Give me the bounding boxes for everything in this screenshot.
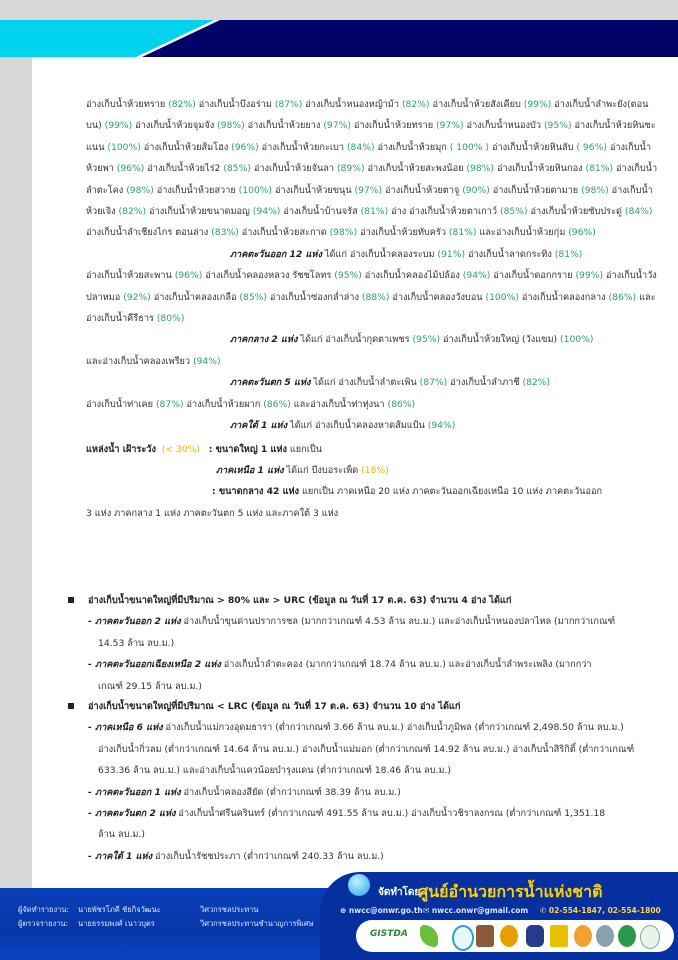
reservoir-percent: (92%)	[123, 291, 151, 303]
reservoir-name: อ่างเก็บน้ำห้วยหินซะแนน	[86, 120, 656, 153]
reservoir-percent: (97%)	[354, 184, 383, 196]
urc-ne-text2: เกณฑ์ 29.15 ล้าน ลบ.ม.)	[98, 680, 202, 692]
region-label: - ภาคใต้ 1 แห่ง	[88, 850, 153, 862]
region-label: ภาคใต้ 1 แห่ง	[230, 420, 288, 432]
reservoir-name: อ่างเก็บน้ำห้วยพา	[86, 141, 651, 175]
reservoir-name: อ่างเก็บน้ำซ่องกล่ำล่าง	[269, 291, 359, 303]
south-region-head	[86, 415, 658, 436]
urc-title: อ่างเก็บน้ำขนาดใหญ่ที่มีปริมาณ > 80% และ > URC (ข้อมูล ณ วันที่ 17 ต.ค. 63) จำนวน 4 อ่าง ได้แก่	[88, 595, 512, 606]
emblem-logo-icon	[500, 925, 518, 947]
checked-role: วิศวกรชลประทานชำนาญการพิเศษ	[200, 919, 314, 928]
lrc-title-line	[60, 696, 660, 717]
reservoir-name: อ่างเก็บน้ำคลองหลวง รัชชโลทร	[205, 270, 332, 282]
reservoir-name: อ่างเก็บน้ำลำเชียงไกร ตอนล่าง	[86, 227, 209, 239]
reservoir-name: อ่างเก็บน้ำห้วยขนุน	[275, 184, 352, 196]
reservoir-name: อ่างเก็บน้ำห้วยยาง	[247, 120, 321, 132]
water-drop-logo-icon	[348, 874, 370, 896]
reservoir-name: อ่างเก็บน้ำหนองหญ้าม้า	[305, 99, 400, 110]
email-text: nwcc.onwr@gmail.com	[431, 906, 529, 915]
phone-contact[interactable]	[540, 906, 661, 915]
watch-north	[86, 460, 658, 481]
gistda-logo: GISTDA	[370, 929, 408, 939]
reservoir-name: และอ่างเก็บน้ำคีรีธาร	[86, 291, 656, 325]
reservoir-percent: (83%)	[211, 227, 239, 239]
reservoir-percent: (96%)	[116, 163, 145, 175]
reservoir-percent: (95%)	[334, 270, 362, 282]
lrc-south-text: อ่างเก็บน้ำรัชชประภา (ต่ำกว่าเกณฑ์ 240.33 ล้าน ลบ.ม.)	[155, 850, 384, 862]
reservoir-percent: (88%)	[361, 291, 390, 303]
region-label: - ภาคเหนือ 6 แห่ง	[88, 722, 163, 734]
reservoir-name: อ่างเก็บน้ำห้วยจันลา	[253, 163, 335, 175]
mail-icon: ✉	[423, 906, 430, 915]
reservoir-name: อ่างเก็บน้ำลำตะโคง	[86, 163, 658, 196]
reservoir-name: อ่างเก็บน้ำห้วยหินกอง	[496, 163, 583, 175]
reservoir-name: อ่างเก็บน้ำวังปลาหมอ	[86, 270, 657, 303]
reservoir-name: อ่างเก็บน้ำกุดตาเพชร	[325, 334, 410, 346]
reservoir-percent: (94%)	[252, 206, 281, 218]
reservoir-name: อ่างเก็บน้ำลำพะยัง(ตอนบน)	[86, 99, 649, 132]
region-label: - ภาคตะวันตก 2 แห่ง	[88, 808, 176, 820]
reservoir-percent: (85%)	[239, 291, 267, 303]
lrc-west-text2: ล้าน ลบ.ม.)	[98, 829, 145, 841]
reservoir-percent: (95%)	[412, 334, 441, 346]
reservoir-name: อ่างเก็บน้ำห้วยซับประดู่	[530, 206, 622, 218]
reservoir-percent: (96%)	[231, 141, 259, 153]
reservoir-percent: (100%)	[238, 184, 273, 196]
reservoir-name: อ่าง อ่างเก็บน้ำห้วยตาเกาว์	[391, 206, 498, 218]
reservoir-percent: (81%)	[448, 227, 477, 239]
reservoir-percent: (96%)	[568, 227, 596, 239]
region-label: - ภาคตะวันออก 2 แห่ง	[88, 616, 181, 628]
reservoir-percent: (98%)	[329, 227, 358, 239]
reservoir-percent: (87%)	[155, 398, 184, 410]
reservoir-name: อ่างเก็บน้ำห้วยสะพาน	[86, 270, 172, 282]
lrc-east	[60, 782, 660, 803]
reservoir-percent: ( 96%)	[576, 141, 607, 153]
reservoir-percent: (94%)	[427, 420, 456, 432]
orange-logo-icon	[574, 925, 592, 947]
email-contact[interactable]	[423, 906, 528, 915]
reservoir-percent: (80%)	[156, 313, 185, 325]
lrc-section	[60, 696, 660, 867]
reservoir-percent: (81%)	[585, 163, 614, 175]
reservoir-name: อ่างเก็บน้ำห้วยเจิง	[86, 184, 653, 218]
watch-north-pct: (18%)	[361, 464, 389, 476]
reservoir-name: อ่างเก็บน้ำบ้านจรัส	[283, 206, 358, 218]
reservoir-percent: (86%)	[608, 291, 637, 303]
leaf-logo-icon	[420, 925, 438, 947]
reservoir-name: อ่างเก็บน้ำห้วยสะพงน้อย	[367, 163, 464, 175]
light-seal-logo-icon	[640, 925, 660, 949]
reservoir-name: อ่างเก็บน้ำคลองระบม	[349, 248, 435, 260]
urc-section	[60, 590, 660, 697]
reservoir-percent: (82%)	[168, 99, 196, 110]
watch-large-tail: แยกเป็น	[289, 443, 322, 455]
reservoir-percent: (85%)	[499, 206, 528, 218]
reservoir-name: อ่างเก็บน้ำห้วยใหญ่ (วังแขม)	[442, 334, 558, 346]
reservoir-name: อ่างเก็บน้ำห้วยขนาดมอญ	[149, 206, 250, 218]
reservoir-name: อ่างเก็บน้ำดอกกราย	[493, 270, 573, 282]
lrc-title: อ่างเก็บน้ำขนาดใหญ่ที่มีปริมาณ < LRC (ข้อมูล ณ วันที่ 17 ต.ค. 63) จำนวน 10 อ่าง ได้แก่	[88, 701, 461, 712]
arch-logo-icon	[452, 925, 474, 951]
reservoir-percent: (82%)	[522, 377, 551, 389]
watch-large: : ขนาดใหญ่ 1 แห่ง	[208, 443, 287, 455]
prepared-label: ผู้จัดทำรายงาน:	[18, 905, 69, 914]
reservoir-percent: (86%)	[387, 398, 416, 410]
reservoir-percent: (99%)	[104, 120, 133, 132]
reservoir-name: อ่างเก็บน้ำคลองไม้ปล้อง	[364, 270, 460, 282]
urc-ne-text: อ่างเก็บน้ำลำตะคอง (มากกว่าเกณฑ์ 18.74 ล้าน ลบ.ม.) และอ่างเก็บน้ำลำพระเพลิง (มากกว่า	[223, 659, 592, 671]
reservoir-name: อ่างเก็บน้ำห้วยทับครัว	[360, 227, 446, 239]
reservoir-name: อ่างเก็บน้ำห้วยสะกาด	[241, 227, 327, 239]
region-label: ภาคตะวันออก 12 แห่ง	[230, 248, 322, 260]
west-region-head	[86, 372, 658, 393]
watch-line	[86, 439, 658, 460]
reservoir-percent: (97%)	[323, 120, 351, 132]
reservoir-percent: (100%)	[560, 334, 594, 346]
reservoir-percent: (94%)	[193, 355, 221, 367]
reservoir-percent: (81%)	[360, 206, 389, 218]
lrc-south	[60, 846, 660, 867]
reservoir-percent: (84%)	[624, 206, 653, 218]
reservoir-percent: (97%)	[436, 120, 464, 132]
reservoir-name: อ่างเก็บน้ำห้วยทราย	[353, 120, 434, 132]
central-region-head	[86, 329, 658, 350]
globe-icon: ⊕	[340, 906, 347, 915]
reservoir-percent: ( 100% )	[449, 141, 490, 153]
reservoir-percent: (82%)	[118, 206, 147, 218]
reservoir-name: อ่างเก็บน้ำคลองเกลือ	[153, 291, 237, 303]
reservoir-name: อ่างเก็บน้ำห้วยทราย	[86, 99, 166, 110]
reservoir-name: อ่างเก็บน้ำบึงอร่าม	[198, 99, 272, 110]
reservoir-list-body	[86, 94, 658, 524]
reservoir-name: อ่างเก็บน้ำคลองวังบอน	[392, 291, 483, 303]
made-by-label: จัดทำโดย :	[378, 887, 428, 898]
reservoir-percent: (98%)	[466, 163, 495, 175]
reservoir-percent: (81%)	[554, 248, 583, 260]
reservoir-name: อ่างเก็บน้ำห้วยส้มโฮง	[143, 141, 229, 153]
region-label: ภาคกลาง 2 แห่ง	[230, 334, 298, 346]
reservoir-percent: (94%)	[462, 270, 491, 282]
lrc-north	[60, 717, 660, 738]
yellow-logo-icon	[550, 925, 568, 947]
reservoir-percent: (82%)	[401, 99, 430, 110]
reservoir-name: อ่างเก็บน้ำห้วยไร่2	[147, 163, 221, 175]
prepared-name: นายพัชรโภคี ชัยกิจวัฒนะ	[78, 905, 161, 914]
prepared-role: วิศวกรชลประทาน	[200, 905, 259, 914]
web-text: nwcc@onwr.go.th	[348, 906, 423, 915]
checked-label: ผู้ตรวจรายงาน:	[18, 919, 69, 928]
reservoir-percent: (85%)	[223, 163, 251, 175]
reservoir-percent: (99%)	[575, 270, 604, 282]
green-seal-logo-icon	[618, 925, 636, 947]
reservoir-percent: (87%)	[419, 377, 448, 389]
region-label: ภาคตะวันตก 5 แห่ง	[230, 377, 311, 389]
reservoir-percent: (91%)	[437, 248, 466, 260]
left-margin-strip	[0, 57, 32, 888]
reservoir-name: อ่างเก็บน้ำคลองกลาง	[521, 291, 606, 303]
phone-icon: ✆	[540, 906, 547, 915]
reservoir-name: อ่างเก็บน้ำห้วยตามาย	[492, 184, 579, 196]
lead-text: ได้แก่	[313, 377, 336, 389]
reservoir-percent: (95%)	[543, 120, 572, 132]
square-bullet-icon	[68, 703, 74, 709]
east-region-head	[86, 244, 658, 265]
urc-east-text2: 14.53 ล้าน ลบ.ม.)	[98, 637, 175, 649]
lrc-west	[60, 803, 660, 824]
partner-logos-bar	[356, 920, 674, 952]
reservoir-name: อ่างเก็บน้ำห้วยกะเบา	[261, 141, 345, 153]
watch-medium-head: : ขนาดกลาง 42 แห่ง	[212, 486, 300, 498]
reservoir-percent: (98%)	[126, 184, 154, 196]
reservoir-name: อ่างเก็บน้ำห้วยสวาย	[156, 184, 236, 196]
reservoir-name: อ่างเก็บน้ำลำตะเพิน	[338, 377, 417, 389]
lrc-west-text: อ่างเก็บน้ำศรีนครินทร์ (ต่ำกว่าเกณฑ์ 491.55 ล้าน ลบ.ม.) อ่างเก็บน้ำวชิราลงกรณ (ต่ำกว่าเกณฑ์ 1,351.18	[178, 808, 606, 820]
reservoir-name: อ่างเก็บน้ำห้วยผาก	[186, 398, 261, 410]
watch-medium-tail2: 3 แห่ง ภาคกลาง 1 แห่ง ภาคตะวันตก 5 แห่ง และภาคใต้ 3 แห่ง	[86, 507, 339, 519]
reservoir-name: อ่างเก็บน้ำห้วยจุมจัง	[135, 120, 215, 132]
gray-logo-icon	[596, 925, 614, 947]
watch-medium	[86, 481, 658, 502]
reservoir-name: อ่างเก็บน้ำลาดกระทิง	[468, 248, 552, 260]
reservoir-name: และอ่างเก็บน้ำท่าทุ่งนา	[293, 398, 385, 410]
urc-title-line	[60, 590, 660, 611]
reservoir-name: อ่างเก็บน้ำลำภาชี	[450, 377, 520, 389]
square-bullet-icon	[68, 597, 74, 603]
reservoir-percent: (98%)	[217, 120, 245, 132]
checked-name: นายธรรมพงศ์ เนาวบุตร	[78, 919, 155, 928]
reservoir-name: อ่างเก็บน้ำห้วยมุก	[377, 141, 447, 153]
web-contact[interactable]	[340, 906, 423, 915]
reservoir-percent: (89%)	[336, 163, 365, 175]
header-top-band	[0, 0, 678, 20]
west-reservoir-list	[86, 394, 658, 415]
northeast-reservoir-list	[86, 94, 658, 244]
lrc-north-text: อ่างเก็บน้ำแม่กวงอุดมธารา (ต่ำกว่าเกณฑ์ 3.66 ล้าน ลบ.ม.) อ่างเก็บน้ำภูมิพล (ต่ำกว่าเกณฑ์ 2,498.50 ล้าน ลบ.ม.)	[165, 722, 624, 734]
lead-text: ได้แก่	[290, 420, 313, 432]
reservoir-percent: (96%)	[174, 270, 203, 282]
reservoir-percent: (98%)	[581, 184, 609, 196]
reservoir-percent: (99%)	[523, 99, 552, 110]
shield-logo-icon	[476, 925, 494, 947]
reservoir-percent: (87%)	[274, 99, 303, 110]
reservoir-name: และอ่างเก็บน้ำคลองเพรียว	[86, 355, 191, 367]
watch-north-head: ภาคเหนือ 1 แห่ง	[216, 464, 284, 476]
badge-logo-icon	[526, 925, 544, 947]
reservoir-name: อ่างเก็บน้ำคลองหาดส้มแป้น	[315, 420, 425, 432]
reservoir-name: อ่างเก็บน้ำห้วยตาจู	[385, 184, 460, 196]
reservoir-name: และอ่างเก็บน้ำห้วยกุ่ม	[479, 227, 566, 239]
reservoir-percent: (84%)	[346, 141, 375, 153]
phone-text: 02-554-1847, 02-554-1800	[548, 906, 661, 915]
org-name: ศูนย์อำนวยการน้ำแห่งชาติ	[418, 882, 603, 901]
urc-east-text: อ่างเก็บน้ำขุนด่านปราการชล (มากกว่าเกณฑ์ 4.53 ล้าน ลบ.ม.) และอ่างเก็บน้ำหนองปลาไหล (มากกว่าเกณฑ์	[183, 616, 616, 628]
lead-text: ได้แก่	[324, 248, 347, 260]
reservoir-percent: (86%)	[263, 398, 291, 410]
reservoir-name: อ่างเก็บน้ำห้วยสังเคียบ	[432, 99, 521, 110]
urc-east	[60, 611, 660, 632]
watch-north-lead: ได้แก่ บึงบอระเพ็ด	[286, 464, 359, 476]
lrc-east-text: อ่างเก็บน้ำคลองสียัด (ต่ำกว่าเกณฑ์ 38.39 ล้าน ลบ.ม.)	[183, 786, 401, 798]
reservoir-name: อ่างเก็บน้ำท่าเคย	[86, 398, 154, 410]
watch-medium-tail: แยกเป็น ภาคเหนือ 20 แห่ง ภาคตะวันออกเฉียงเหนือ 10 แห่ง ภาคตะวันออก	[301, 486, 603, 498]
reservoir-percent: (90%)	[462, 184, 490, 196]
lrc-north-text3: 633.36 ล้าน ลบ.ม.) และอ่างเก็บน้ำแควน้อยบำรุงแดน (ต่ำกว่าเกณฑ์ 18.46 ล้าน ลบ.ม.)	[98, 765, 451, 777]
central-reservoir-list	[86, 351, 658, 372]
reservoir-name: อ่างเก็บน้ำหนองบัว	[466, 120, 542, 132]
region-label: - ภาคตะวันออก 1 แห่ง	[88, 786, 181, 798]
east-reservoir-list	[86, 265, 658, 329]
lrc-north-text2: อ่างเก็บน้ำกิ่วลม (ต่ำกว่าเกณฑ์ 14.64 ล้าน ลบ.ม.) อ่างเก็บน้ำแม่มอก (ต่ำกว่าเกณฑ์ 14.92 ล้าน ลบ.ม.) อ่างเก็บน้ำสิริกิติ์ (ต่ำกว่าเกณฑ์	[98, 743, 635, 755]
reservoir-percent: (100%)	[107, 141, 141, 153]
watch-label: แหล่งน้ำ เฝ้าระวัง	[86, 443, 156, 455]
urc-northeast	[60, 654, 660, 675]
reservoir-name: อ่างเก็บน้ำห้วยหินลับ	[491, 141, 574, 153]
watch-threshold: (< 30%)	[161, 443, 200, 455]
lead-text: ได้แก่	[300, 334, 323, 346]
reservoir-percent: (100%)	[485, 291, 519, 303]
region-label: - ภาคตะวันออกเฉียงเหนือ 2 แห่ง	[88, 659, 221, 671]
